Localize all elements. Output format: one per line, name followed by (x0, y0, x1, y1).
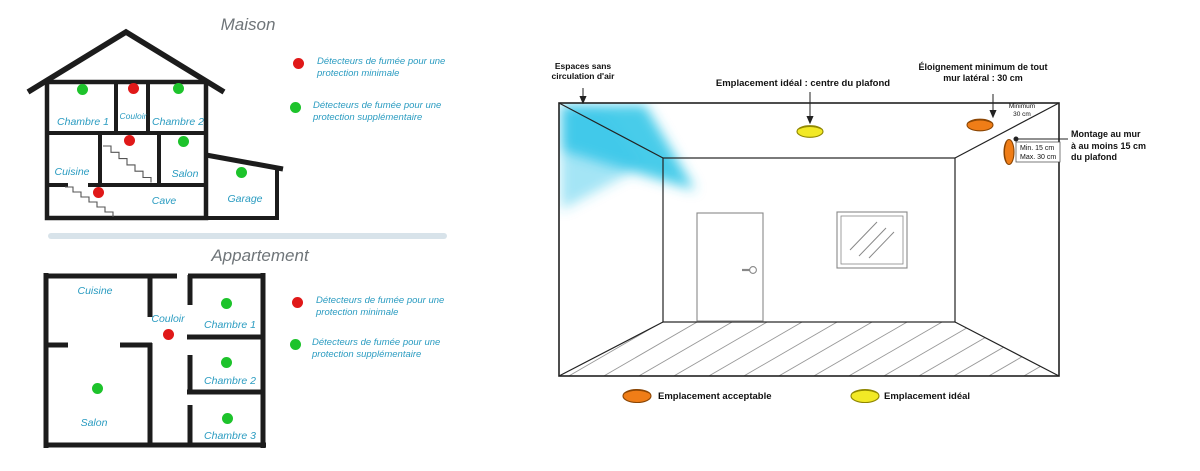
maison-title: Maison (220, 15, 276, 34)
room-label-chambre2: Chambre 2 (204, 375, 256, 387)
annotation-line: Espaces sans (554, 61, 612, 71)
section-divider (48, 233, 447, 239)
legend-ideal-icon (851, 390, 879, 403)
annotation-line: 30 cm (1013, 110, 1031, 118)
smoke-detector-supplementary (221, 357, 232, 368)
annotation-line: circulation d'air (551, 71, 615, 81)
legend-ideal-label: Emplacement idéal (884, 391, 971, 402)
legend-line: Détecteurs de fumée pour une (313, 100, 442, 111)
legend-supplementary-dot-icon (290, 102, 301, 113)
room-label-chambre1: Chambre 1 (57, 116, 109, 128)
legend-minimal-dot-icon (292, 297, 303, 308)
appartement-title: Appartement (211, 246, 309, 265)
legend-supplementary-text (313, 100, 441, 123)
smoke-detector-minimal (163, 329, 174, 340)
smoke-detector-supplementary (236, 167, 247, 178)
room-label-couloir: Couloir (119, 111, 147, 121)
annotation-line: mur latéral : 30 cm (943, 73, 1023, 83)
ideal-detector-icon (797, 126, 823, 138)
room-label-cuisine: Cuisine (54, 166, 90, 178)
legend-supplementary-text (312, 337, 440, 360)
room-label-cave: Cave (151, 195, 177, 207)
stairs-icon (65, 187, 113, 217)
smoke-detector-supplementary (222, 413, 233, 424)
room-label-chambre2: Chambre 2 (152, 116, 204, 128)
legend-line: Détecteurs de fumée pour une (316, 295, 445, 306)
acceptable-detector-icon (967, 119, 993, 131)
legend-line: protection minimale (316, 306, 399, 318)
legend-acceptable-icon (623, 390, 651, 403)
door (697, 213, 763, 321)
annotation-line: Min. 15 cm (1020, 145, 1055, 152)
annotation-line: Éloignement minimum de tout (918, 62, 1048, 72)
wall-mounted-detector-icon (1004, 140, 1014, 165)
annotation-line: Minimum (1008, 103, 1036, 110)
legend-line: protection supplémentaire (312, 348, 422, 360)
legend-line: protection supplémentaire (313, 111, 423, 123)
legend-line: Détecteurs de fumée pour une (312, 337, 441, 348)
window (837, 212, 907, 268)
annotation-line: Max. 30 cm (1020, 154, 1057, 161)
smoke-detector-minimal (93, 187, 104, 198)
annotation-line: à au moins 15 cm (1071, 140, 1147, 151)
back-wall (663, 158, 955, 322)
room-label-cuisine: Cuisine (77, 285, 113, 297)
floor-planks (520, 318, 1159, 384)
annotation-ideal-ceiling: Emplacement idéal : centre du plafond (715, 78, 891, 89)
garage-walls (206, 155, 283, 218)
smoke-detector-supplementary (221, 298, 232, 309)
smoke-detector-minimal (124, 135, 135, 146)
smoke-detector-supplementary (92, 383, 103, 394)
legend-acceptable-label: Emplacement acceptable (658, 391, 772, 402)
smoke-detector-supplementary (178, 136, 189, 147)
room-label-chambre3: Chambre 3 (204, 430, 256, 442)
annotation-wall-mount (1071, 129, 1163, 164)
annotation-ceiling-minimum (1004, 103, 1040, 118)
room-label-couloir: Couloir (151, 313, 185, 325)
room-label-chambre1: Chambre 1 (204, 319, 256, 331)
legend-minimal-text (316, 295, 444, 318)
legend-minimal-text (317, 56, 445, 79)
annotation-wall-mount-range (1020, 144, 1062, 162)
annotation-no-air (536, 61, 630, 81)
annotation-line: Montage au mur (1071, 129, 1141, 139)
legend-line: protection minimale (317, 67, 400, 79)
room-label-garage: Garage (227, 193, 263, 205)
legend-line: Détecteurs de fumée pour une (317, 56, 446, 67)
smoke-detector-minimal (128, 83, 139, 94)
smoke-detector-supplementary (77, 84, 88, 95)
room-label-salon: Salon (171, 168, 199, 180)
annotation-wall-distance (901, 62, 1065, 84)
annotation-line: du plafond (1071, 152, 1117, 162)
room-label-salon: Salon (80, 417, 108, 429)
legend-supplementary-dot-icon (290, 339, 301, 350)
legend-minimal-dot-icon (293, 58, 304, 69)
smoke-detector-supplementary (173, 83, 184, 94)
